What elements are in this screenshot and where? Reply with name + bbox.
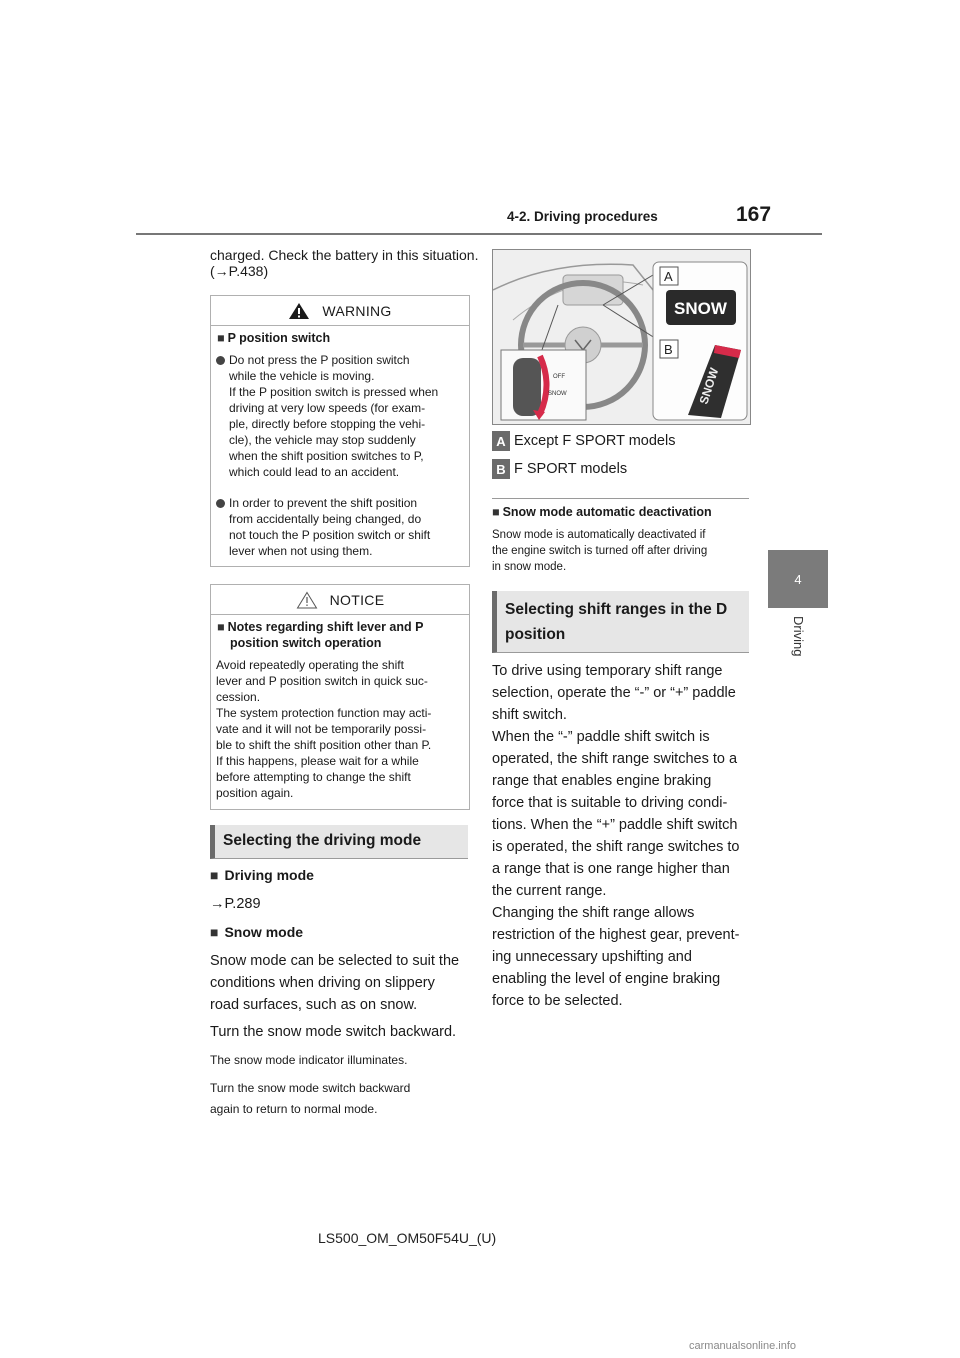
shift-range-body: To drive using temporary shift range selection, operate the “-” or “+” paddle shift switch. When the “-” paddle shift switch is operated, the shift range switches to a range that enables engine braking force that is suitable to driving condi- tions. When the “+” paddle shift switch is operated, the shift range switches to a range that is one range higher than the current range. Changing the shift range allows restriction of the highest gear, prevent- ing unnecessary upshifting and enabling the level of engine braking force to be selected. bbox=[492, 663, 740, 1009]
square-bullet-icon: ■ bbox=[217, 620, 225, 634]
square-bullet-icon: ■ bbox=[217, 331, 225, 345]
legend-text-a: Except F SPORT models bbox=[514, 433, 676, 449]
section-title-driving-mode: Selecting the driving mode bbox=[210, 825, 468, 859]
notice-body: Avoid repeatedly operating the shift lever and P position switch in quick suc- cession. The system protection function may acti- vate and it will not be temporarily possi- ble to shift the shift position other than P. If this happens, please wait for a while before attempting to change the shift position again. bbox=[216, 658, 432, 800]
chapter-tab bbox=[768, 550, 828, 608]
round-bullet-icon bbox=[216, 356, 225, 365]
snow-mode-heading: ■ Snow mode bbox=[210, 924, 304, 940]
manual-code-footer: LS500_OM_OM50F54U_(U) bbox=[318, 1230, 497, 1246]
warning-subhead: ■ P position switch bbox=[217, 331, 331, 345]
return-note: Turn the snow mode switch backward again to return to normal mode. bbox=[210, 1081, 411, 1116]
watermark: carmanualsonline.info bbox=[689, 1340, 797, 1352]
intro-line-1: charged. Check the battery in this situation. bbox=[210, 247, 479, 263]
divider bbox=[492, 498, 749, 499]
off-label: OFF bbox=[553, 374, 565, 380]
square-bullet-icon: ■ bbox=[492, 505, 500, 519]
auto-deactivation-body: Snow mode is automatically deactivated if the engine switch is turned off after driving in snow mode. bbox=[492, 529, 708, 573]
warning-bullet-2: In order to prevent the shift position from accidentally being changed, do not touch the P position switch or shift lever when not using them. bbox=[216, 495, 468, 559]
snow-switch-illustration bbox=[492, 249, 751, 425]
section-title-shift-ranges: Selecting shift ranges in the D position bbox=[492, 591, 749, 653]
warning-bullet-1: Do not press the P position switch while the vehicle is moving. If the P position switch is pressed when driving at very low speeds (for exam- ple, directly before stopping the vehi- cle), the vehicle may stop suddenly when the shift position switches to P, which could lead to an accident. bbox=[216, 352, 468, 480]
square-bullet-icon: ■ bbox=[210, 924, 219, 940]
turn-switch-instruction: Turn the snow mode switch backward. bbox=[210, 1024, 457, 1040]
round-bullet-icon bbox=[216, 499, 225, 508]
page-number: 167 bbox=[736, 203, 772, 226]
chapter-tab-label: Driving bbox=[791, 616, 806, 657]
notice-triangle-icon bbox=[296, 591, 318, 609]
running-header-section: 4-2. Driving procedures bbox=[507, 209, 658, 224]
intro-line-2: (→P.438) bbox=[210, 263, 269, 279]
warning-box bbox=[210, 295, 470, 567]
square-bullet-icon: ■ bbox=[210, 867, 219, 883]
warning-title: WARNING bbox=[322, 302, 392, 319]
notice-subhead: ■ Notes regarding shift lever and P position switch operation bbox=[217, 620, 424, 650]
legend-key-b: B bbox=[492, 459, 510, 479]
snow-button-a-text: SNOW bbox=[674, 299, 727, 318]
snow-switch-b-text: SNOW bbox=[696, 366, 722, 406]
indicator-note: The snow mode indicator illuminates. bbox=[210, 1053, 408, 1067]
driving-mode-heading: ■ Driving mode bbox=[210, 867, 314, 883]
chapter-number: 4 bbox=[794, 571, 802, 587]
inset-label-b: B bbox=[664, 342, 673, 357]
snow-switch-label: SNOW bbox=[548, 391, 567, 397]
legend-text-b: F SPORT models bbox=[514, 461, 628, 477]
warning-triangle-icon bbox=[288, 302, 310, 320]
header-rule bbox=[136, 233, 822, 235]
driving-mode-reference: →P.289 bbox=[210, 896, 261, 912]
steering-wheel-illustration bbox=[493, 250, 750, 424]
inset-label-a: A bbox=[664, 269, 673, 284]
notice-header bbox=[211, 585, 469, 615]
warning-header bbox=[211, 296, 469, 326]
snow-mode-description: Snow mode can be selected to suit the conditions when driving on slippery road surfaces, such as on snow. bbox=[210, 953, 460, 1013]
legend-key-a: A bbox=[492, 431, 510, 451]
notice-box bbox=[210, 584, 470, 810]
auto-deactivation-heading: ■ Snow mode automatic deactivation bbox=[492, 505, 712, 519]
notice-title: NOTICE bbox=[329, 591, 385, 608]
